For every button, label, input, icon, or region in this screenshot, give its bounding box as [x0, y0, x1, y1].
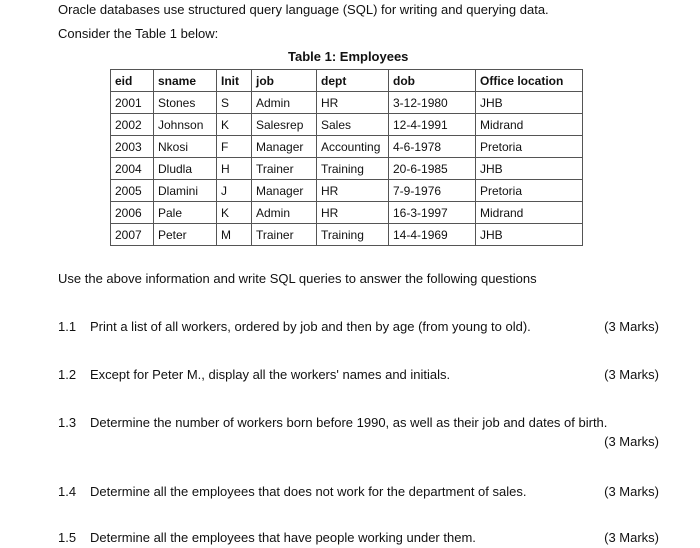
question-marks: (3 Marks) [604, 434, 659, 449]
cell-office: JHB [476, 224, 583, 246]
cell-eid: 2007 [111, 224, 154, 246]
table-header-row [111, 70, 583, 92]
cell-office: Pretoria [476, 136, 583, 158]
question-marks: (3 Marks) [604, 367, 659, 382]
cell-job: Trainer [252, 224, 317, 246]
intro-line-2: Consider the Table 1 below: [58, 26, 219, 41]
question-number: 1.2 [58, 367, 77, 382]
cell-job: Manager [252, 180, 317, 202]
question-marks: (3 Marks) [604, 319, 659, 334]
cell-dob: 16-3-1997 [389, 202, 476, 224]
cell-sname: Dlamini [154, 180, 217, 202]
cell-dob: 12-4-1991 [389, 114, 476, 136]
cell-sname: Johnson [154, 114, 217, 136]
table-caption: Table 1: Employees [288, 49, 409, 64]
header-job: job [252, 70, 317, 92]
cell-sname: Pale [154, 202, 217, 224]
cell-init: S [217, 92, 252, 114]
question-number: 1.3 [58, 415, 77, 430]
instruction-text: Use the above information and write SQL queries to answer the following questions [58, 271, 537, 286]
table-row [111, 136, 583, 158]
cell-init: K [217, 114, 252, 136]
cell-job: Salesrep [252, 114, 317, 136]
question-text: Determine all the employees that does not work for the department of sales. [90, 484, 527, 499]
cell-init: K [217, 202, 252, 224]
cell-dob: 14-4-1969 [389, 224, 476, 246]
cell-sname: Peter [154, 224, 217, 246]
question-number: 1.4 [58, 484, 77, 499]
cell-office: Pretoria [476, 180, 583, 202]
cell-dob: 20-6-1985 [389, 158, 476, 180]
cell-sname: Nkosi [154, 136, 217, 158]
question-text: Print a list of all workers, ordered by job and then by age (from young to old). [90, 319, 531, 334]
cell-office: JHB [476, 158, 583, 180]
table-row [111, 180, 583, 202]
cell-job: Trainer [252, 158, 317, 180]
table-row [111, 158, 583, 180]
intro-line-1: Oracle databases use structured query language (SQL) for writing and querying data. [58, 2, 549, 17]
cell-office: Midrand [476, 202, 583, 224]
table-row [111, 202, 583, 224]
cell-sname: Stones [154, 92, 217, 114]
question-text: Except for Peter M., display all the workers' names and initials. [90, 367, 451, 382]
question-marks: (3 Marks) [604, 484, 659, 499]
cell-dept: Training [317, 224, 389, 246]
header-sname: sname [154, 70, 217, 92]
cell-dept: HR [317, 202, 389, 224]
cell-job: Admin [252, 92, 317, 114]
header-office-location: Office location [476, 70, 583, 92]
cell-init: F [217, 136, 252, 158]
table-row [111, 114, 583, 136]
cell-init: J [217, 180, 252, 202]
cell-dob: 3-12-1980 [389, 92, 476, 114]
cell-office: Midrand [476, 114, 583, 136]
question-number: 1.5 [58, 530, 77, 545]
cell-dept: Sales [317, 114, 389, 136]
header-init: Init [217, 70, 252, 92]
cell-sname: Dludla [154, 158, 217, 180]
question-number: 1.1 [58, 319, 77, 334]
question-text: Determine all the employees that have people working under them. [90, 530, 476, 545]
cell-eid: 2003 [111, 136, 154, 158]
cell-init: H [217, 158, 252, 180]
cell-dept: Training [317, 158, 389, 180]
question-text: Determine the number of workers born before 1990, as well as their job and dates of birth. [90, 415, 608, 430]
cell-office: JHB [476, 92, 583, 114]
cell-eid: 2006 [111, 202, 154, 224]
cell-eid: 2004 [111, 158, 154, 180]
cell-eid: 2001 [111, 92, 154, 114]
header-dob: dob [389, 70, 476, 92]
cell-job: Admin [252, 202, 317, 224]
header-eid: eid [111, 70, 154, 92]
cell-dob: 4-6-1978 [389, 136, 476, 158]
table-row [111, 224, 583, 246]
cell-dept: HR [317, 92, 389, 114]
question-marks: (3 Marks) [604, 530, 659, 545]
header-dept: dept [317, 70, 389, 92]
cell-init: M [217, 224, 252, 246]
cell-eid: 2005 [111, 180, 154, 202]
table-row [111, 92, 583, 114]
cell-job: Manager [252, 136, 317, 158]
cell-eid: 2002 [111, 114, 154, 136]
cell-dept: HR [317, 180, 389, 202]
employees-table [110, 69, 583, 246]
cell-dept: Accounting [317, 136, 389, 158]
cell-dob: 7-9-1976 [389, 180, 476, 202]
